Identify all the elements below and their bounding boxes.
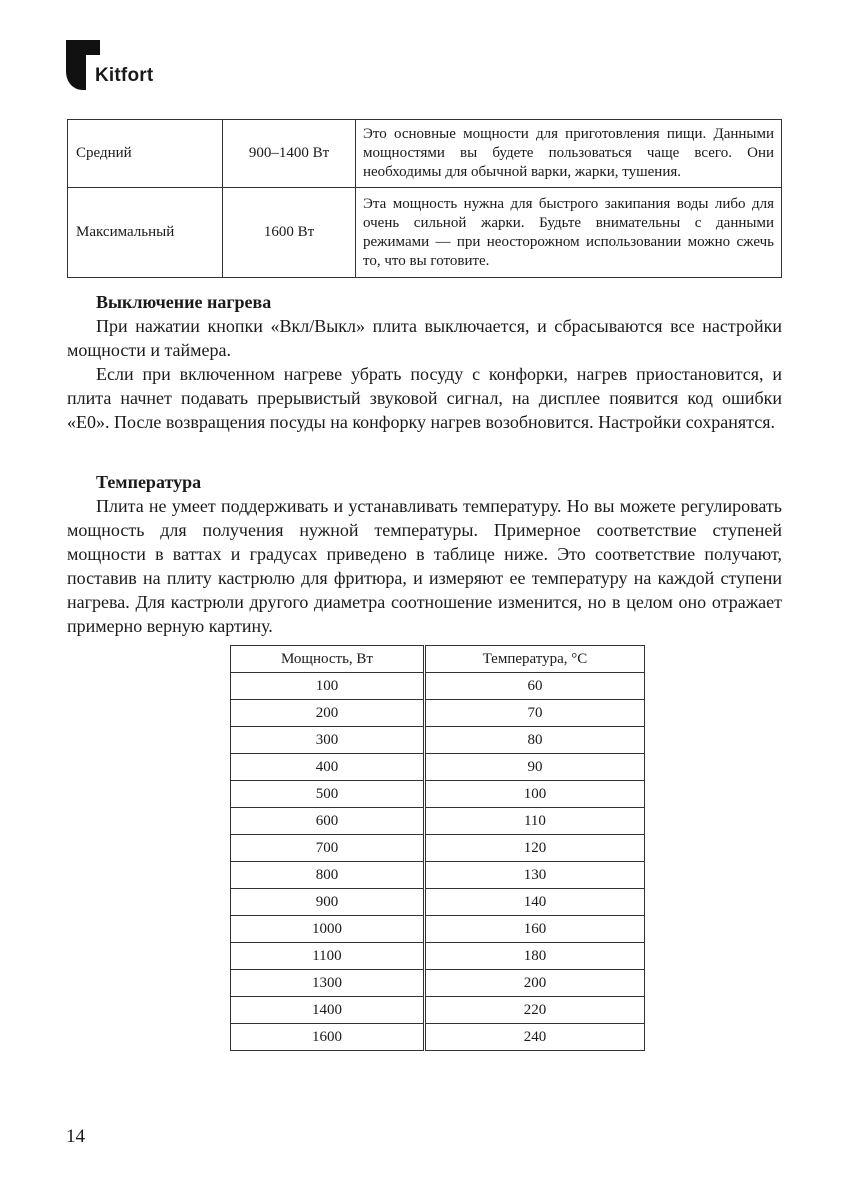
table-row [231,781,645,808]
power-cell: 1600 Вт [223,188,356,278]
table-row [231,808,645,835]
table-row [231,943,645,970]
brand-name: Kitfort [95,65,154,86]
temperature-cell: 60 [424,673,644,700]
column-header-temperature: Температура, °C [424,646,644,673]
power-cell: 300 [231,727,425,754]
temperature-cell: 160 [424,916,644,943]
temperature-cell: 80 [424,727,644,754]
temperature-section [67,470,782,638]
power-cell: 900 [231,889,425,916]
temperature-cell: 220 [424,997,644,1024]
description-cell: Эта мощность нужна для быстрого закипания воды либо для очень сильной жарки. Будьте внимательны с данными режимами — при неосторожном использовании можно сжечь то, что вы готовите. [356,188,782,278]
paragraph: При нажатии кнопки «Вкл/Выкл» плита выключается, и сбрасываются все настройки мощности и таймера. [67,316,782,360]
column-header-power: Мощность, Вт [231,646,425,673]
table-row [231,835,645,862]
section-heading: Температура [96,472,202,492]
table-row [231,700,645,727]
power-cell: 1000 [231,916,425,943]
temperature-cell: 120 [424,835,644,862]
power-temperature-table [230,645,645,1051]
power-cell: 600 [231,808,425,835]
table-row [68,188,782,278]
temperature-cell: 180 [424,943,644,970]
table-row [231,997,645,1024]
table-row [231,889,645,916]
temperature-cell: 100 [424,781,644,808]
mode-cell: Максимальный [68,188,223,278]
power-cell: 400 [231,754,425,781]
temperature-cell: 110 [424,808,644,835]
power-cell: 1100 [231,943,425,970]
table-row [231,1024,645,1051]
table-header-row [231,646,645,673]
section-heading: Выключение нагрева [96,292,272,312]
power-cell: 200 [231,700,425,727]
temperature-cell: 200 [424,970,644,997]
mode-cell: Средний [68,120,223,188]
table-row [231,916,645,943]
power-cell: 1600 [231,1024,425,1051]
power-cell: 700 [231,835,425,862]
table-row [231,673,645,700]
power-cell: 100 [231,673,425,700]
table-row [231,862,645,889]
power-cell: 900–1400 Вт [223,120,356,188]
power-cell: 800 [231,862,425,889]
power-cell: 500 [231,781,425,808]
power-modes-table [67,119,782,278]
table-row [231,727,645,754]
temperature-cell: 240 [424,1024,644,1051]
temperature-cell: 70 [424,700,644,727]
heating-off-section [67,290,782,434]
temperature-cell: 90 [424,754,644,781]
page-number: 14 [66,1126,85,1147]
power-cell: 1400 [231,997,425,1024]
paragraph: Если при включенном нагреве убрать посуду с конфорки, нагрев приостановится, и плита начнет подавать прерывистый звуковой сигнал, на дисплее появится код ошибки «E0». После возвращения посуды на конфорку нагрев возобновится. Настройки сохранятся. [67,364,782,432]
table-row [68,120,782,188]
description-cell: Это основные мощности для приготовления пищи. Данными мощностями вы будете пользоваться чаще всего. Они необходимы для обычной варки, жарки, тушения. [356,120,782,188]
paragraph: Плита не умеет поддерживать и устанавливать температуру. Но вы можете регулировать мощность для получения нужной температуры. Примерное соответствие ступеней мощности в ваттах и градусах приведено в таблице ниже. Это соответствие получают, поставив на плиту кастрюлю для фритюра, и измеряют ее температуру на каждой ступени нагрева. Для кастрюли другого диаметра соотношение изменится, но в целом оно отражает примерно верную картину. [67,496,782,636]
table-row [231,970,645,997]
table-row [231,754,645,781]
temperature-cell: 130 [424,862,644,889]
temperature-cell: 140 [424,889,644,916]
power-cell: 1300 [231,970,425,997]
